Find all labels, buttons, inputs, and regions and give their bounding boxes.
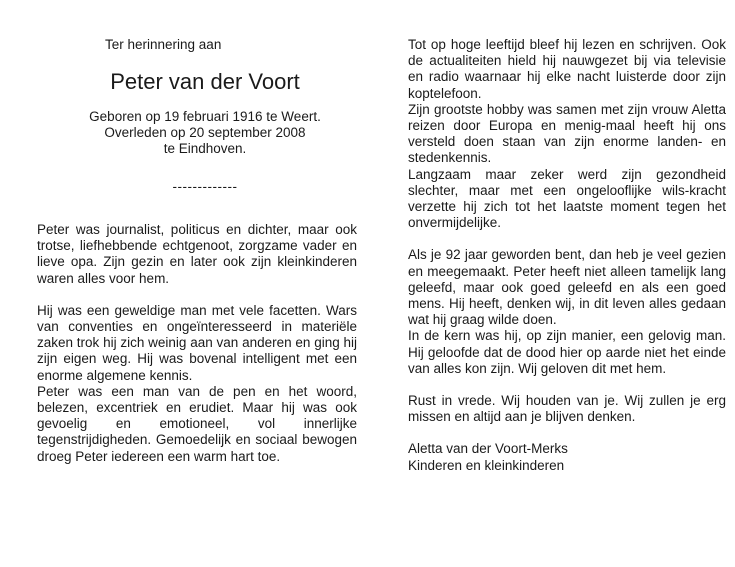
death-date: Overleden op 20 september 2008 <box>104 125 306 140</box>
separator: ------------- <box>172 179 238 194</box>
intro-text: Ter herinnering aan <box>105 37 222 52</box>
paragraph: Peter was een man van de pen en het woord, belezen, excentriek en erudiet. Maar hij was ook gevoelig en emotioneel, vol innerlijke tegenstrijdigheden. Gemoedelijk en sociaal bewogen droeg Peter iedereen een warm hart toe. <box>37 383 357 464</box>
left-panel <box>37 37 357 465</box>
paragraph: Zijn grootste hobby was samen met zijn vrouw Aletta reizen door Europa en menig-maal heeft hij ons versteld doen staan van zijn enorme landen- en stedenkennis. <box>408 101 726 166</box>
signature-name: Aletta van der Voort-Merks <box>408 441 568 457</box>
deceased-name: Peter van der Voort <box>110 69 300 94</box>
paragraph: Tot op hoge leeftijd bleef hij lezen en schrijven. Ook de actualiteiten hield hij nauwgezet bij via televisie en radio waarnaar hij elke nacht luisterde door zijn koptelefoon. <box>408 37 726 101</box>
birth-date: Geboren op 19 februari 1916 te Weert. <box>89 109 321 124</box>
signature-family: Kinderen en kleinkinderen <box>408 457 565 473</box>
paragraph: Als je 92 jaar geworden bent, dan heb je veel gezien en meegemaakt. Peter heeft niet alleen tamelijk lang geleefd, maar ook goed geleefd en als een goed mens. Hij heeft, denken wij, in dit leven alles gedaan wat hij graag wilde doen. <box>408 247 726 328</box>
right-panel <box>408 37 726 474</box>
paragraph: Langzaam maar zeker werd zijn gezondheid slechter, maar met een ongelooflijke wils-kracht verzette hij zich tot het laatste moment tegen het onvermijdelijke. <box>408 166 726 231</box>
paragraph: In de kern was hij, op zijn manier, een gelovig man. Hij geloofde dat de dood hier op aarde niet het einde van alles kon zijn. Wij geloven dit met hem. <box>408 328 726 376</box>
paragraph: Rust in vrede. Wij houden van je. Wij zullen je erg missen en altijd aan je blijven denken. <box>408 393 726 425</box>
death-place: te Eindhoven. <box>163 141 247 156</box>
paragraph: Peter was journalist, politicus en dichter, maar ook trotse, liefhebbende echtgenoot, zorgzame vader en lieve opa. Zijn gezin en later ook zijn kleinkinderen waren alles voor hem. <box>37 222 357 286</box>
paragraph: Hij was een geweldige man met vele facetten. Wars van conventies en ongeïnteresseerd in materiële zaken trok hij zich weinig aan van anderen en ging hij zijn eigen weg. Hij was bovenal intelligent met een enorme algemene kennis. <box>37 302 357 383</box>
